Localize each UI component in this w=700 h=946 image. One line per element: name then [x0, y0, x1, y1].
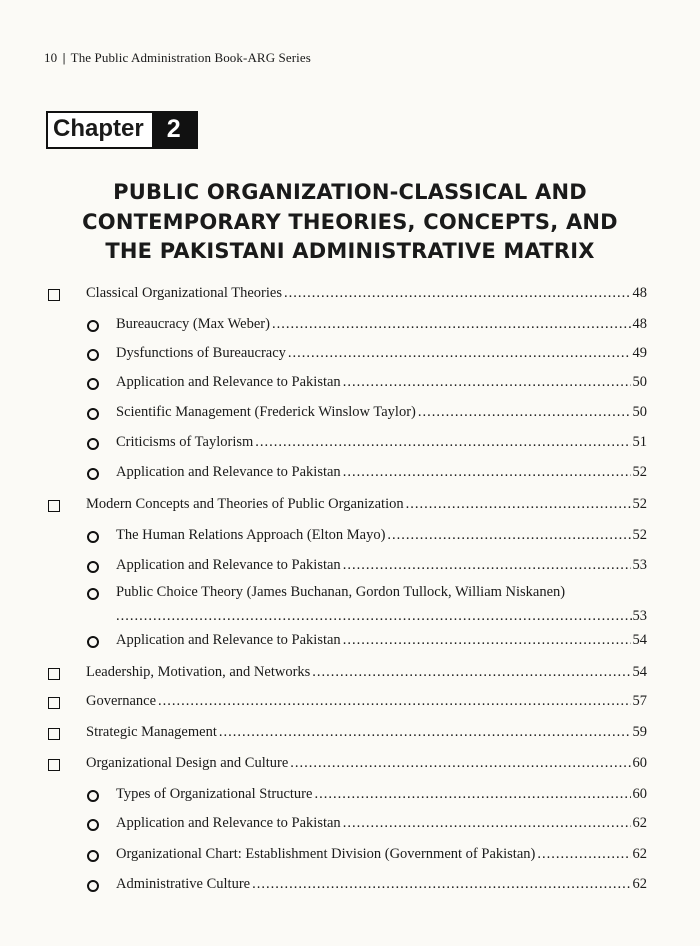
dot-leader: [343, 557, 631, 574]
toc-entry-page: 51: [632, 434, 647, 450]
toc-entry-page: 62: [632, 846, 647, 862]
toc-entry-page: 53: [632, 608, 647, 624]
toc-entry-label: Modern Concepts and Theories of Public Organization: [86, 496, 404, 512]
circle-bullet-icon: [87, 468, 99, 480]
chapter-title-line: THE PAKISTANI ADMINISTRATIVE MATRIX: [105, 239, 595, 263]
circle-bullet-icon: [87, 636, 99, 648]
toc-entry-page: 62: [632, 876, 647, 892]
checkbox-bullet-icon: [48, 759, 60, 771]
toc-entry-label: Classical Organizational Theories: [86, 285, 282, 301]
dot-leader: [343, 374, 631, 391]
toc-entry-label: Application and Relevance to Pakistan: [116, 815, 341, 831]
toc-entry-page: 52: [632, 464, 647, 480]
toc-entry-page: 49: [632, 345, 647, 361]
dot-leader: [312, 664, 630, 681]
checkbox-bullet-icon: [48, 697, 60, 709]
toc-entry[interactable]: [86, 755, 647, 772]
dot-leader: [252, 876, 630, 893]
toc-entry[interactable]: [116, 374, 647, 391]
toc-entry[interactable]: [116, 527, 647, 544]
dot-leader: [387, 527, 630, 544]
toc-entry[interactable]: [116, 557, 647, 574]
dot-leader: [343, 464, 631, 481]
toc-entry[interactable]: [116, 404, 647, 421]
toc-entry-label: Types of Organizational Structure: [116, 786, 313, 802]
dot-leader: [290, 755, 630, 772]
toc-entry[interactable]: [86, 496, 647, 513]
circle-bullet-icon: [87, 531, 99, 543]
toc-entry-label: Application and Relevance to Pakistan: [116, 374, 341, 390]
toc-entry-page: 60: [632, 786, 647, 802]
toc-entry-label: Administrative Culture: [116, 876, 251, 892]
toc-entry[interactable]: [86, 285, 647, 302]
chapter-number: 2: [152, 113, 196, 147]
toc-entry[interactable]: [116, 876, 647, 893]
circle-bullet-icon: [87, 408, 99, 420]
toc-entry[interactable]: [86, 724, 647, 741]
circle-bullet-icon: [87, 438, 99, 450]
toc-entry-page: 59: [632, 724, 647, 740]
dot-leader: [537, 846, 630, 863]
dot-leader: [418, 404, 631, 421]
toc-entry-label: Scientific Management (Frederick Winslow Taylor): [116, 404, 416, 420]
header-page-number: 10: [44, 50, 58, 65]
toc-entry-label: Criticisms of Taylorism: [116, 434, 254, 450]
toc-entry-page: 52: [632, 496, 647, 512]
circle-bullet-icon: [87, 819, 99, 831]
toc-entry[interactable]: [116, 815, 647, 832]
toc-entry-page: 48: [632, 285, 647, 301]
dot-leader: [314, 786, 630, 803]
toc-entry-continuation: [116, 608, 647, 625]
circle-bullet-icon: [87, 790, 99, 802]
toc-entry[interactable]: [86, 664, 647, 681]
toc-entry-label: Application and Relevance to Pakistan: [116, 632, 341, 648]
toc-entry-page: 54: [632, 632, 647, 648]
dot-leader: [343, 815, 631, 832]
toc-entry-page: 62: [632, 815, 647, 831]
dot-leader: [255, 434, 630, 451]
toc-entry-page: 50: [632, 404, 647, 420]
toc-entry[interactable]: [116, 632, 647, 649]
toc-entry[interactable]: [116, 786, 647, 803]
toc-entry-page: 60: [632, 755, 647, 771]
toc-entry-page: 54: [632, 664, 647, 680]
toc-entry-page: 57: [632, 693, 647, 709]
toc-entry-page: 50: [632, 374, 647, 390]
circle-bullet-icon: [87, 561, 99, 573]
toc-entry-label: The Human Relations Approach (Elton Mayo): [116, 527, 386, 543]
checkbox-bullet-icon: [48, 728, 60, 740]
toc-entry-label: Leadership, Motivation, and Networks: [86, 664, 311, 680]
dot-leader: [406, 496, 631, 513]
toc-entry[interactable]: [86, 693, 647, 710]
chapter-title-line: CONTEMPORARY THEORIES, CONCEPTS, AND: [82, 209, 618, 234]
dot-leader: [288, 345, 631, 362]
toc-entry-label: Governance: [86, 693, 157, 709]
chapter-title-line: PUBLIC ORGANIZATION-CLASSICAL AND: [113, 180, 587, 204]
circle-bullet-icon: [87, 320, 99, 332]
toc-entry-page: 48: [632, 316, 647, 332]
chapter-word: Chapter: [48, 113, 152, 147]
toc-entry-label: Organizational Design and Culture: [86, 755, 289, 771]
toc-entry-label: Public Choice Theory (James Buchanan, Gordon Tullock, William Niskanen): [116, 584, 566, 600]
toc-entry-page: 52: [632, 527, 647, 543]
dot-leader: [343, 632, 631, 649]
checkbox-bullet-icon: [48, 289, 60, 301]
checkbox-bullet-icon: [48, 500, 60, 512]
dot-leader: [158, 693, 630, 710]
circle-bullet-icon: [87, 349, 99, 361]
header-book-title: The Public Administration Book-ARG Series: [70, 50, 311, 65]
toc-entry[interactable]: [116, 345, 647, 362]
toc-entry-label: Strategic Management: [86, 724, 217, 740]
checkbox-bullet-icon: [48, 668, 60, 680]
toc-entry[interactable]: [116, 464, 647, 481]
toc-entry-label: Dysfunctions of Bureaucracy: [116, 345, 286, 361]
dot-leader: [284, 285, 631, 302]
toc-entry-label: Application and Relevance to Pakistan: [116, 557, 341, 573]
circle-bullet-icon: [87, 850, 99, 862]
toc-entry[interactable]: [116, 846, 647, 863]
toc-entry-page: 53: [632, 557, 647, 573]
dot-leader: [272, 316, 631, 333]
toc-entry[interactable]: [116, 434, 647, 451]
dot-leader: [116, 608, 633, 625]
toc-entry-label: Application and Relevance to Pakistan: [116, 464, 341, 480]
toc-entry[interactable]: [116, 316, 647, 333]
circle-bullet-icon: [87, 378, 99, 390]
header-separator: |: [62, 50, 66, 65]
toc-entry-label: Bureaucracy (Max Weber): [116, 316, 270, 332]
dot-leader: [219, 724, 631, 741]
circle-bullet-icon: [87, 880, 99, 892]
toc-entry-label: Organizational Chart: Establishment Division (Government of Pakistan): [116, 846, 536, 862]
circle-bullet-icon: [87, 588, 99, 600]
